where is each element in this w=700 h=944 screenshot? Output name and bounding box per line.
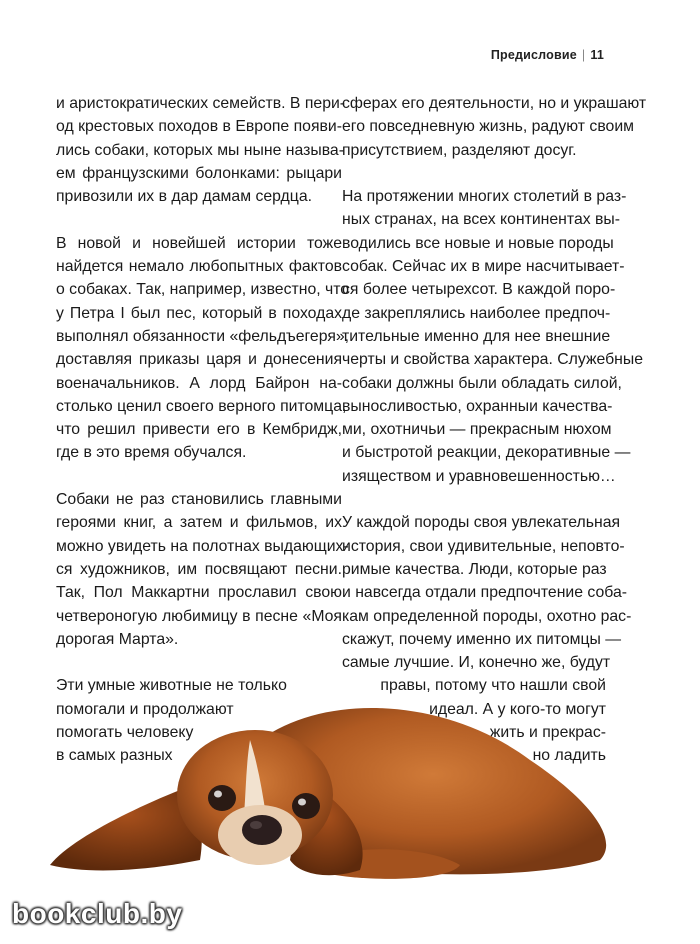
text-line: черты и свойства характера. Служебные — [342, 351, 644, 369]
text-line: в самых разных — [56, 747, 173, 765]
text-line: его повседневную жизнь, радуют своим — [342, 118, 635, 136]
text-line: и быстротой реакции, декоративные — — [342, 444, 631, 462]
paragraph — [56, 232, 350, 465]
text-line: собаки должны были обладать силой, — [342, 374, 622, 392]
text-line: Эти умные животные не только — [56, 677, 287, 695]
text-line: у Петра I был пес, который в походах — [56, 304, 342, 322]
text-line: На протяжении многих столетий в раз- — [342, 188, 627, 206]
text-line: Собаки не раз становились главными — [56, 491, 342, 509]
text-line: военачальников. А лорд Байрон на- — [56, 374, 342, 392]
dog-right-eye — [292, 793, 320, 819]
text-line: ем французскими болонками: рыцари — [56, 164, 342, 182]
text-line: можно увидеть на полотнах выдающих- — [56, 537, 349, 555]
dog-left-eye — [208, 785, 236, 811]
header-separator: | — [581, 48, 586, 62]
text-line: выносливостью, охранныи качества- — [342, 397, 613, 415]
text-line: история, свои удивительные, неповто- — [342, 537, 625, 555]
text-line: что решил привести его в Кембридж, — [56, 421, 342, 439]
text-line: скажут, почему именно их питомцы — — [342, 630, 622, 648]
text-line: В новой и новейшей истории тоже — [56, 234, 342, 252]
page-number: 11 — [590, 48, 604, 62]
text-line: собак. Сейчас их в мире насчитывает- — [342, 258, 625, 276]
text-line: кам определенной породы, охотно рас- — [342, 607, 632, 625]
paragraph — [56, 674, 342, 767]
text-line: доставляя приказы царя и донесения — [56, 351, 342, 369]
text-line: римые качества. Люди, которые раз — [342, 560, 607, 578]
running-head — [491, 48, 604, 62]
text-line: четвероногую любимицу в песне «Моя — [56, 607, 342, 625]
text-line: самые лучшие. И, конечно же, будут — [342, 654, 611, 672]
text-line: ся художников, им посвящают песни. — [56, 560, 342, 578]
text-line: героями книг, а затем и фильмов, их — [56, 514, 342, 532]
text-line: идеал. А у кого-то могут — [429, 700, 606, 718]
text-line: дорогая Марта». — [56, 630, 179, 648]
left-column — [56, 92, 350, 791]
text-line: сферах его деятельности, но и украшают — [342, 95, 647, 112]
text-line: о собаках. Так, например, известно, что — [56, 281, 350, 299]
text-line: выполнял обязанности «фельдъегеря», — [56, 327, 350, 345]
text-line: Так, Пол Маккартни прославил свою — [56, 584, 342, 602]
text-line: од крестовых походов в Европе появи- — [56, 118, 342, 136]
paragraph — [56, 488, 349, 651]
text-line: привозили их в дар дамам сердца. — [56, 188, 312, 206]
text-line: ных странах, на всех континентах вы- — [342, 211, 621, 229]
text-line: изяществом и уравновешенностью… — [342, 467, 616, 485]
text-line: У каждой породы своя увлекательная — [342, 514, 621, 532]
paragraph — [342, 185, 644, 488]
text-line: жить и прекрас- — [489, 724, 606, 742]
text-line: и навсегда отдали предпочтение соба- — [342, 584, 628, 602]
text-line: лись собаки, которых мы ныне называ- — [56, 141, 344, 159]
text-line: водились все новые и новые породы — [342, 234, 614, 252]
text-line: де закреплялись наиболее предпоч- — [342, 304, 611, 322]
text-line: тительные именно для нее внешние — [342, 327, 611, 345]
text-line: помогали и продолжают — [56, 700, 234, 718]
text-line: ми, охотничьи — прекрасным нюхом — [342, 421, 612, 439]
section-title: Предисловие — [490, 48, 577, 62]
text-line: присутствием, разделяют досуг. — [342, 141, 577, 159]
paragraph — [56, 92, 346, 208]
text-line: правы, потому что нашли свой — [380, 677, 606, 695]
text-line: найдется немало любопытных фактов — [56, 258, 342, 276]
text-line: где в это время обучался. — [56, 444, 247, 462]
text-line: ся более четырехсот. В каждой поро- — [342, 281, 616, 299]
dog-nose — [242, 815, 282, 845]
text-line: столько ценил своего верного питомца, — [56, 397, 347, 415]
text-line: и аристократических семейств. В пери- — [56, 95, 346, 112]
text-line: помогать человеку — [56, 724, 194, 742]
paragraph — [342, 92, 647, 162]
watermark: bookclub.by — [12, 898, 183, 929]
text-line: но ладить — [532, 747, 606, 765]
